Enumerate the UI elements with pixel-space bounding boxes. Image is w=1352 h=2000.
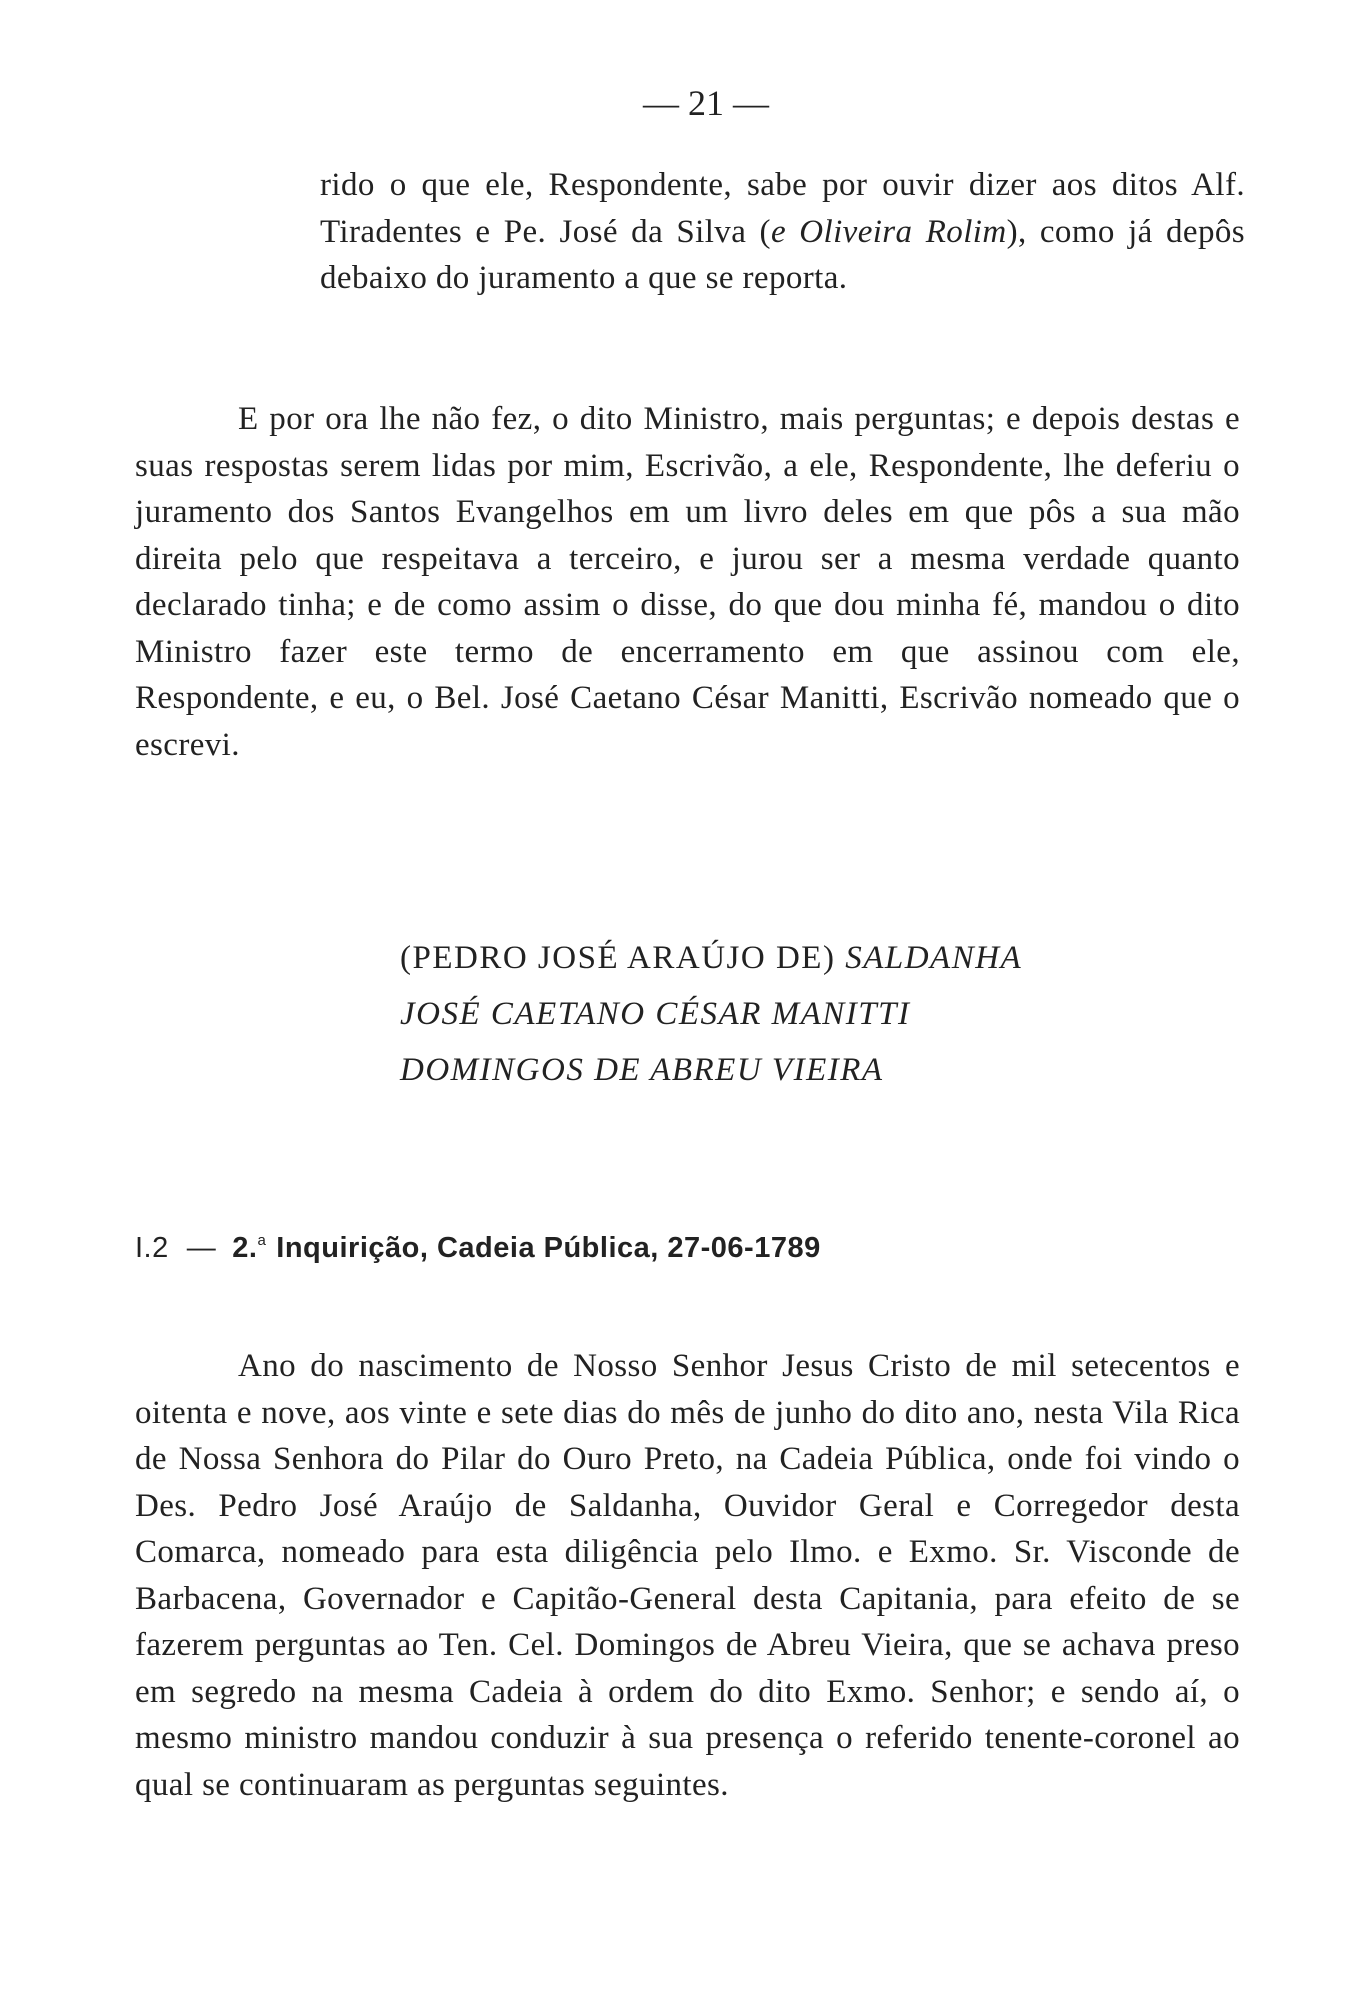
section-dash: — [186, 1232, 217, 1264]
section-ordinal: 2. [232, 1232, 258, 1264]
signature-saldanha [400, 930, 1022, 986]
paragraph-section-body [135, 1343, 1240, 1808]
section-heading [135, 1232, 821, 1265]
paragraph-text-before: rido o que ele, Respondente, sabe por ouvir dizer aos ditos Alf. Tiradentes e Pe. José da Silva ( [320, 167, 1245, 250]
paragraph-text: E por ora lhe não fez, o dito Ministro, mais perguntas; e depois destas e suas respostas serem lidas por mim, Escrivão, a ele, Respondente, lhe deferiu o juramento dos Santos Evangelhos em um livro deles em que pôs a sua mão direita pelo que respeitava a terceiro, e jurou ser a mesma verdade quanto declarado tinha; e de como assim o disse, do que dou minha fé, mandou o dito Ministro fazer este termo de encerramento em que assinou com ele, Respondente, e eu, o Bel. José Caetano César Manitti, Escrivão nomeado que o escrevi. [135, 401, 1240, 763]
signature-name: JOSÉ CAETANO CÉSAR MANITTI [400, 996, 911, 1032]
section-ordinal-sup: a [257, 1232, 267, 1249]
paragraph-text [320, 162, 1245, 302]
signature-manitti [400, 986, 1022, 1042]
signature-name: DOMINGOS DE ABREU VIEIRA [400, 1052, 884, 1088]
section-number: I.2 [135, 1232, 169, 1264]
paragraph-continuation [320, 162, 1245, 302]
paragraph-closing [135, 396, 1240, 768]
signature-name: SALDANHA [845, 940, 1023, 976]
italic-name: e Oliveira Rolim [770, 213, 1007, 250]
paragraph-text-after: ), como já depôs debaixo do juramento a que se reporta. [320, 213, 1245, 296]
signature-prefix: (PEDRO JOSÉ ARAÚJO DE) [400, 940, 836, 976]
paragraph-text: Ano do nascimento de Nosso Senhor Jesus Cristo de mil setecentos e oitenta e nove, aos vinte e sete dias do mês de junho do dito ano, nesta Vila Rica de Nossa Senhora do Pilar do Ouro Preto, na Cadeia Pública, onde foi vindo o Des. Pedro José Araújo de Saldanha, Ouvidor Geral e Corregedor desta Comarca, nomeado para esta diligência pelo Ilmo. e Exmo. Sr. Visconde de Barbacena, Governador e Capitão-General desta Capitania, para efeito de se fazerem perguntas ao Ten. Cel. Domingos de Abreu Vieira, que se achava preso em segredo na mesma Cadeia à ordem do dito Exmo. Senhor; e sendo aí, o mesmo ministro mandou conduzir à sua presença o referido tenente-coronel ao qual se continuaram as perguntas seguintes. [135, 1348, 1240, 1803]
signature-block [400, 930, 1022, 1098]
section-title: Inquirição, Cadeia Pública, 27-06-1789 [276, 1232, 821, 1264]
page-number: — 21 — [643, 83, 769, 123]
signature-vieira [400, 1042, 1022, 1098]
